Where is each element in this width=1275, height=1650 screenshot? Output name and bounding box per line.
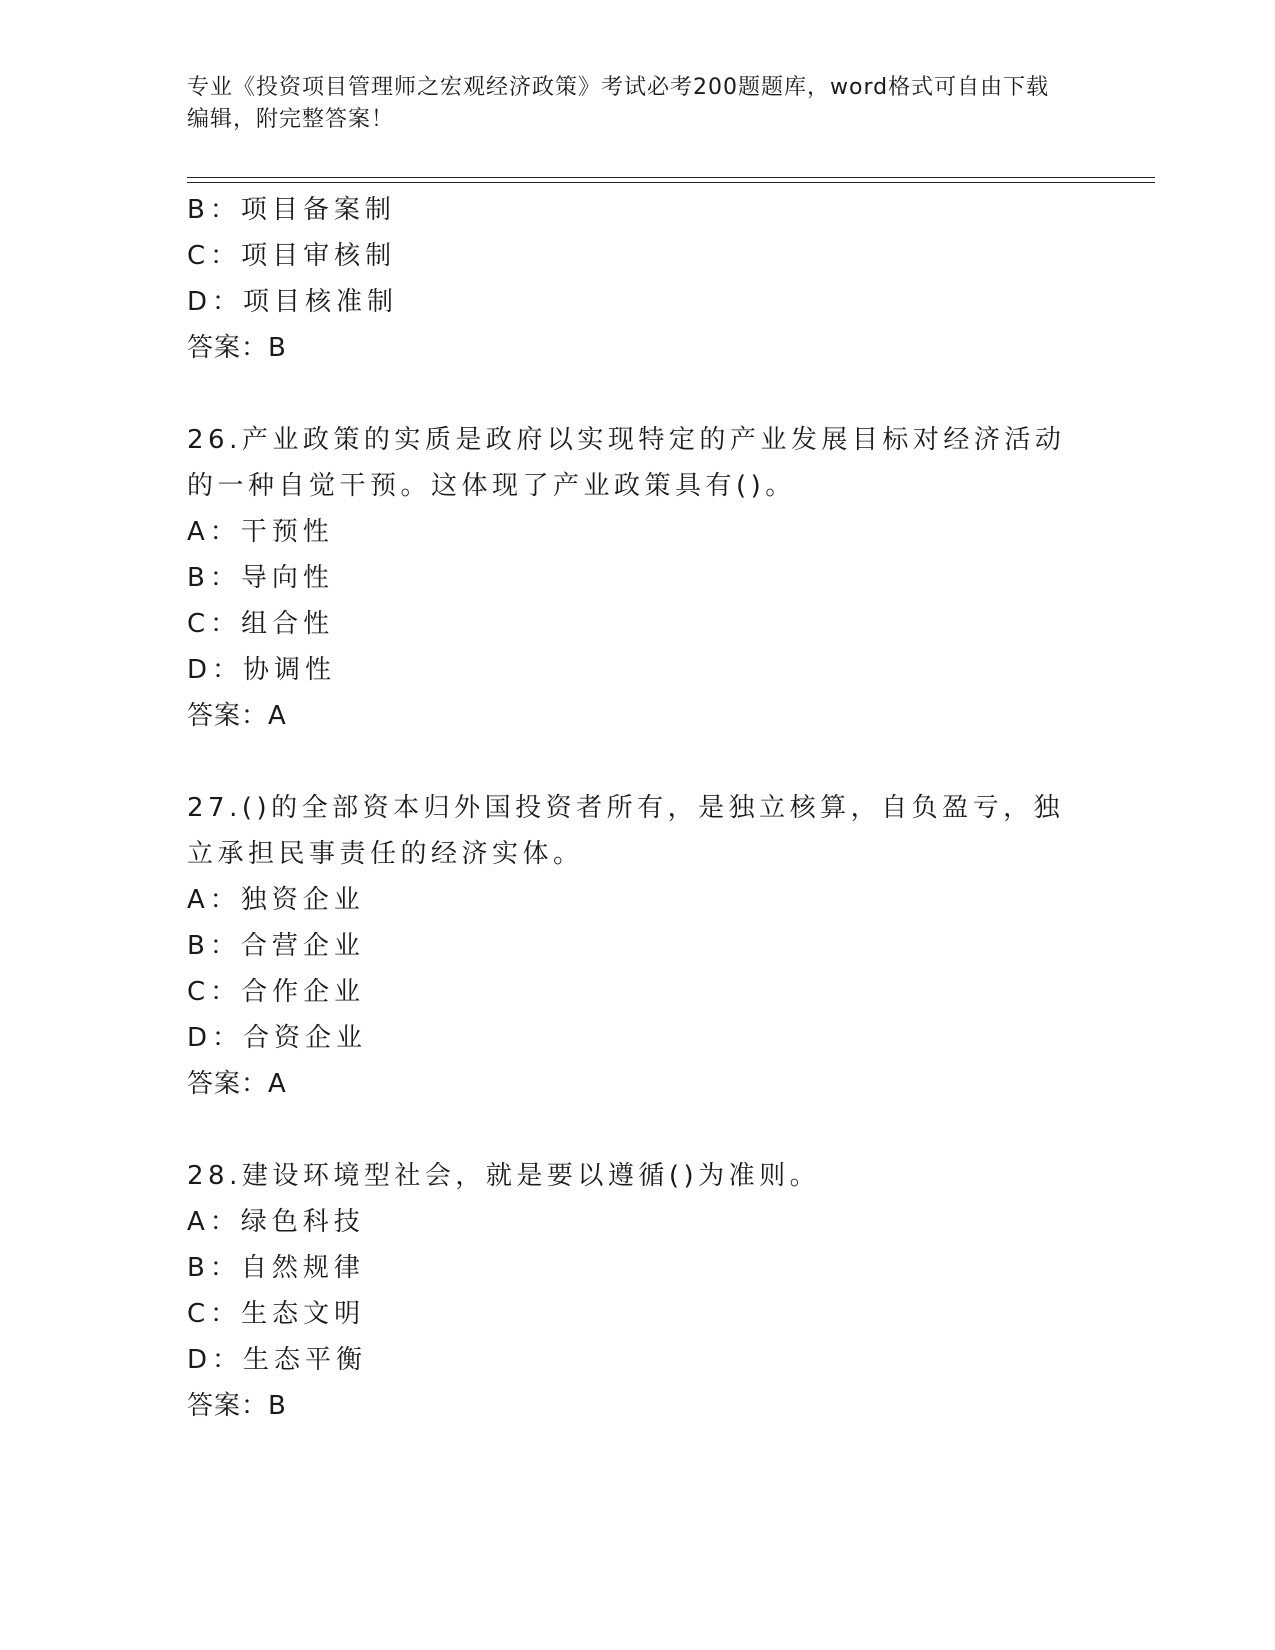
option-b: B：合营企业 [187, 931, 365, 961]
question-content [187, 187, 1087, 1429]
question-stem: 26.产业政策的实质是政府以实现特定的产业发展目标对经济活动的一种自觉干预。这体现了产业政策具有()。 [187, 425, 1066, 501]
option-d: D：生态平衡 [187, 1345, 368, 1375]
question-stem: 27.()的全部资本归外国投资者所有，是独立核算，自负盈亏，独立承担民事责任的经济实体。 [187, 793, 1065, 869]
option-c: C：生态文明 [187, 1299, 366, 1329]
question-28 [187, 1153, 1087, 1429]
question-26 [187, 417, 1087, 739]
option-a: A：独资企业 [187, 885, 365, 915]
question-stem: 28.建设环境型社会，就是要以遵循()为准则。 [187, 1161, 821, 1191]
option-d: D：项目核准制 [187, 287, 399, 317]
option-c: C：合作企业 [187, 977, 366, 1007]
option-d: D：合资企业 [187, 1023, 368, 1053]
option-b: B：自然规律 [187, 1253, 365, 1283]
option-b: B：项目备案制 [187, 195, 396, 225]
option-b: B：导向性 [187, 563, 334, 593]
document-header: 专业《投资项目管理师之宏观经济政策》考试必考200题题库，word格式可自由下载编辑，附完整答案！ [187, 75, 1050, 132]
option-d: D：协调性 [187, 655, 337, 685]
option-c: C：项目审核制 [187, 241, 397, 271]
option-a: A：绿色科技 [187, 1207, 365, 1237]
answer-line: 答案：A [187, 1069, 287, 1099]
answer-line: 答案：B [187, 1391, 287, 1421]
question-27 [187, 785, 1087, 1107]
answer-line: 答案：B [187, 333, 287, 363]
header-divider [187, 177, 1155, 183]
question-25-tail [187, 187, 1087, 371]
answer-line: 答案：A [187, 701, 287, 731]
option-a: A：干预性 [187, 517, 334, 547]
option-c: C：组合性 [187, 609, 335, 639]
